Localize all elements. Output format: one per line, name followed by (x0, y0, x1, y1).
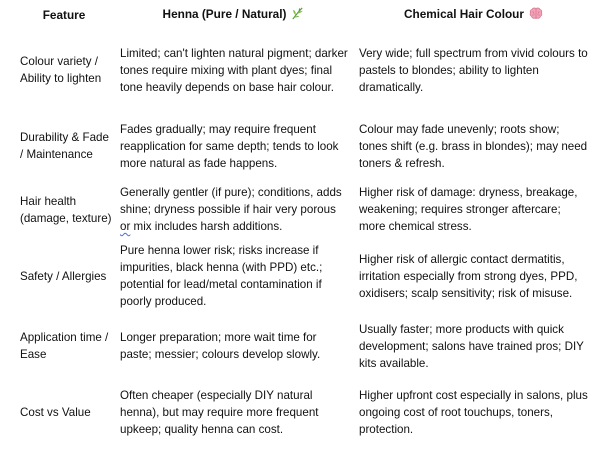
henna-cell: Limited; can't lighten natural pigment; darker tones require mixing with plant dyes; final tone heavily depends on base hair colour. (120, 46, 348, 94)
feature-cell: Durability & Fade / Maintenance (20, 131, 109, 161)
herb-icon (291, 7, 304, 25)
feature-cell: Application time / Ease (20, 331, 109, 361)
table-row (14, 237, 594, 315)
table-row (14, 315, 594, 377)
henna-cell: Fades gradually; may require frequent reapplication for same depth; tends to look more natural as fade happens. (120, 122, 339, 170)
feature-cell: Hair health (damage, texture) (20, 194, 112, 225)
table-row (14, 110, 594, 182)
henna-cell: Often cheaper (especially DIY natural henna), but may require more frequent upkeep; quality henna can cost. (120, 388, 319, 436)
header-feature: Feature (42, 7, 86, 22)
feature-cell: Colour variety / Ability to lighten (20, 55, 102, 85)
brain-icon (529, 7, 543, 25)
chemical-cell: Higher upfront cost especially in salons, plus ongoing cost of root touchups, toners, protection. (359, 388, 588, 436)
table-row (14, 377, 594, 447)
chemical-cell: Higher risk of allergic contact dermatitis, irritation especially from strong dyes, PPD, oxidisers; scalp sensitivity; risk of misuse. (359, 252, 578, 300)
header-henna: Henna (Pure / Natural) (114, 0, 353, 30)
table-row (14, 182, 594, 237)
feature-cell: Safety / Allergies (20, 269, 107, 283)
chemical-cell: Higher risk of damage: dryness, breakage, weakening; requires stronger aftercare; more chemical stress. (359, 186, 578, 233)
header-chemical: Chemical Hair Colour (353, 0, 594, 30)
henna-cell: Longer preparation; more wait time for paste; messier; colours develop slowly. (120, 331, 321, 361)
table-row (14, 30, 594, 110)
chemical-cell: Colour may fade unevenly; roots show; tones shift (e.g. brass in blondes); may need toners & refresh. (359, 122, 588, 170)
feature-cell: Cost vs Value (20, 405, 91, 419)
header-row (14, 0, 594, 30)
chemical-cell: Very wide; full spectrum from vivid colours to pastels to blondes; ability to lighten dramatically. (359, 46, 588, 94)
henna-cell: Pure henna lower risk; risks increase if impurities, black henna (with PPD) etc.; potential for lead/metal contamination if poorly produced. (120, 244, 323, 308)
comparison-table (14, 0, 594, 447)
henna-cell: Generally gentler (if pure); conditions, adds shine; dryness possible if hair very porous or mix includes harsh additions. (120, 186, 342, 233)
spellcheck-underlined-word: or (120, 220, 131, 233)
chemical-cell: Usually faster; more products with quick development; salons have trained pros; DIY kits available. (359, 322, 584, 370)
